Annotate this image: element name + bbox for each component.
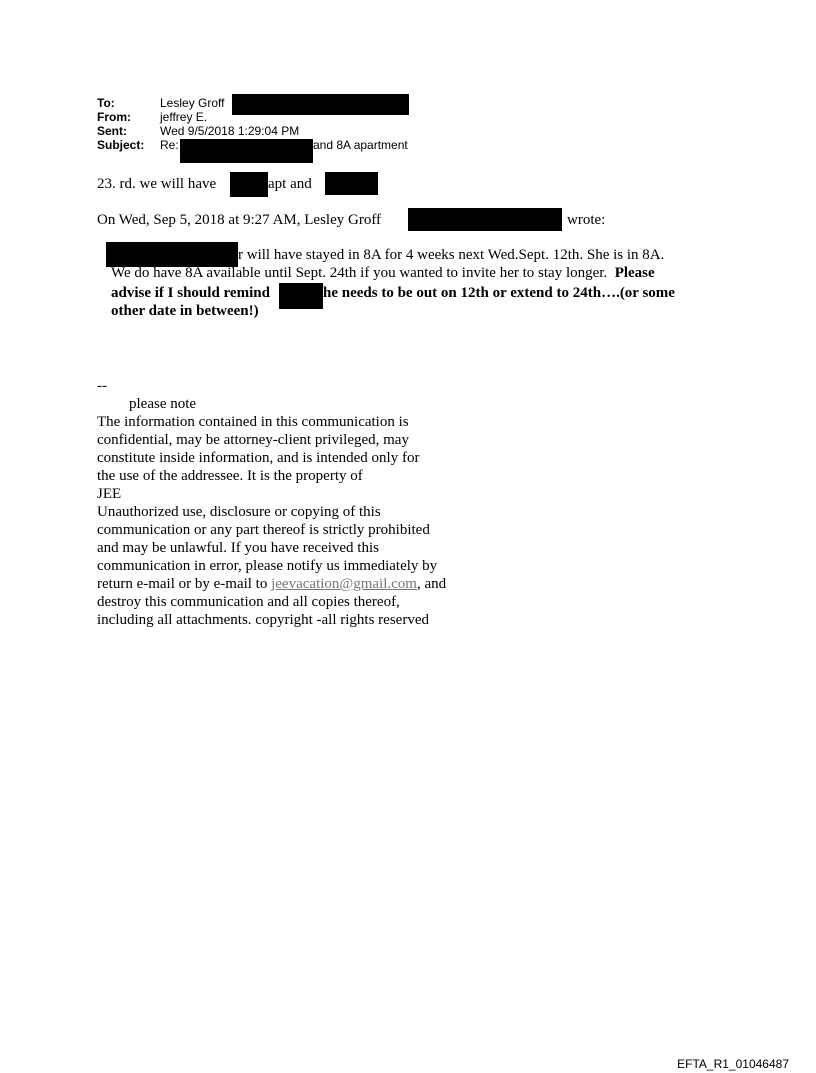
quoted-line-2 <box>111 264 655 282</box>
disclaimer-line: destroy this communication and all copies thereof, <box>97 594 400 610</box>
email-link[interactable]: jeevacation@gmail.com <box>271 576 417 592</box>
to-value: Lesley Groff <box>160 96 225 110</box>
disclaimer-line: the use of the addressee. It is the property of <box>97 468 363 484</box>
disclaimer-line: communication or any part thereof is strictly prohibited <box>97 522 430 538</box>
disclaimer-line: including all attachments. copyright -all rights reserved <box>97 612 429 628</box>
disclaimer-line: JEE <box>97 486 122 502</box>
redaction-box <box>230 172 268 197</box>
document-id: EFTA_R1_01046487 <box>677 1057 789 1071</box>
redaction-box <box>408 208 562 231</box>
quoted-line-4: other date in between!) <box>111 303 259 319</box>
quoted-line-3b: he needs to be out on 12th or extend to 24th….(or some <box>323 285 675 301</box>
quoted-line-2-text: We do have 8A available until Sept. 24th if you wanted to invite her to stay longer. <box>111 265 608 281</box>
quoted-line-2-bold: Please <box>614 265 655 281</box>
subject-suffix: and 8A apartment <box>313 138 408 152</box>
quote-header-prefix: On Wed, Sep 5, 2018 at 9:27 AM, Lesley Groff <box>97 212 382 228</box>
disclaimer-line: communication in error, please notify us immediately by <box>97 558 438 574</box>
reply-text-part1: 23. rd. we will have <box>97 176 217 192</box>
quoted-line-3a: advise if I should remind <box>111 285 270 301</box>
reply-text-part2: apt and <box>268 176 312 192</box>
signature-dashes: -- <box>97 378 107 394</box>
sent-label: Sent: <box>97 124 127 138</box>
subject-label: Subject: <box>97 138 145 152</box>
disclaimer-line: constitute inside information, and is intended only for <box>97 450 420 466</box>
email-suffix: , and <box>416 576 447 592</box>
subject-prefix: Re: <box>160 138 179 152</box>
from-value: jeffrey E. <box>160 110 208 124</box>
disclaimer-email-line <box>97 575 446 593</box>
quoted-line-1: r will have stayed in 8A for 4 weeks next Wed.Sept. 12th. She is in 8A. <box>238 247 665 263</box>
redaction-box <box>232 94 409 115</box>
disclaimer-line: The information contained in this communication is <box>97 414 409 430</box>
quote-header-suffix: wrote: <box>567 212 606 228</box>
disclaimer-line: confidential, may be attorney-client privileged, may <box>97 432 409 448</box>
email-prefix: return e-mail or by e-mail to <box>97 576 272 592</box>
from-label: From: <box>97 110 131 124</box>
to-label: To: <box>97 96 115 110</box>
sent-value: Wed 9/5/2018 1:29:04 PM <box>160 124 300 138</box>
disclaimer-line: Unauthorized use, disclosure or copying of this <box>97 504 381 520</box>
redaction-box <box>279 283 323 309</box>
disclaimer-line: and may be unlawful. If you have received this <box>97 540 379 556</box>
redaction-box <box>325 172 378 195</box>
signature-note: please note <box>129 396 197 412</box>
redaction-box <box>180 139 313 163</box>
